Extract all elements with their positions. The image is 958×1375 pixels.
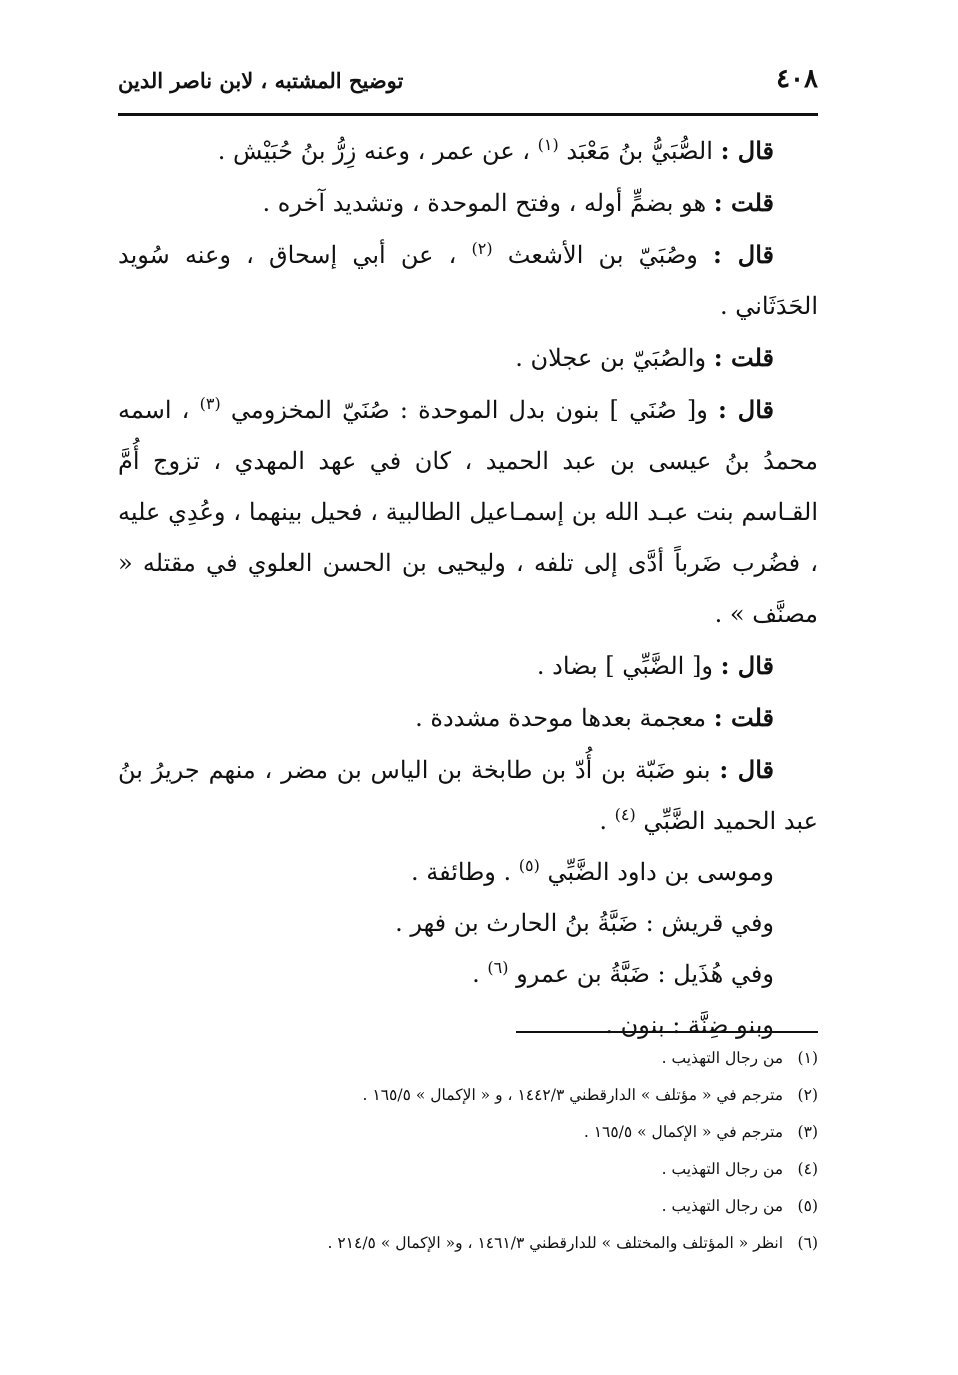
- paragraph-text: .: [599, 807, 607, 835]
- paragraph-label: قال :: [719, 755, 774, 784]
- paragraph-8: [118, 744, 818, 847]
- paragraph-text: و[ الضَّبِّي ] بضاد .: [536, 652, 713, 680]
- footnote-text: انظر « المؤتلف والمختلف » للدارقطني ١٤٦١/٣ ، و« الإكمال » ٢١٤/٥ .: [327, 1234, 784, 1252]
- paragraph-text: وفي هُذَيل : ضَبَّةُ بن عمرو: [516, 960, 774, 988]
- paragraph-4: [118, 332, 818, 384]
- paragraph-text: معجمة بعدها موحدة مشددة .: [415, 704, 707, 732]
- footnote-number: (٢): [797, 1086, 818, 1104]
- footnote: [180, 1225, 818, 1262]
- paragraph-3: [118, 229, 818, 332]
- paragraph-text: وفي قريش : ضَبَّةُ بنُ الحارث بن فهر .: [395, 909, 774, 937]
- paragraph-2: [118, 177, 818, 229]
- paragraph-label: قلت :: [713, 188, 774, 217]
- footnote: [180, 1114, 818, 1151]
- footnote-text: مترجم في « مؤتلف » الدارقطني ١٤٤٢/٣ ، و « الإكمال » ١٦٥/٥ .: [362, 1086, 784, 1104]
- paragraph-text: بنو ضَبّة بن أُدّ بن طابخة بن الياس بن مضر ، منهم جريرُ بنُ عبد الحميد الضَّبِّي: [118, 756, 818, 835]
- paragraph-text: .: [472, 960, 480, 988]
- footnote: [180, 1188, 818, 1225]
- footnote-number: (٥): [797, 1197, 818, 1215]
- paragraph-label: قلت :: [713, 703, 774, 732]
- paragraph-text: وموسى بن داود الضَّبِّي: [547, 858, 774, 886]
- paragraph-9: [118, 847, 818, 898]
- paragraph-1: [118, 125, 818, 177]
- footnote-mark: (٢): [471, 239, 493, 258]
- paragraph-text: هو بضمٍّ أوله ، وفتح الموحدة ، وتشديد آخره .: [262, 189, 707, 217]
- paragraph-text: ، عن عمر ، وعنه زِرُّ بنُ حُبَيْش .: [217, 137, 531, 165]
- footnote-text: من رجال التهذيب .: [661, 1049, 784, 1067]
- footnote-text: من رجال التهذيب .: [661, 1160, 784, 1178]
- header-rule: [118, 113, 818, 116]
- footnote-rule: [516, 1031, 818, 1033]
- footnote-number: (١): [797, 1049, 818, 1067]
- footnote-number: (٣): [797, 1123, 818, 1141]
- paragraph-text: و[ صُنَي ] بنون بدل الموحدة : صُنَيّ المخزومي: [230, 396, 708, 424]
- paragraph-label: قال :: [718, 395, 774, 424]
- paragraph-11: [118, 949, 818, 1000]
- footnote-text: مترجم في « الإكمال » ١٦٥/٥ .: [583, 1123, 784, 1141]
- paragraph-text: وبنو ضِنَّة : بنون .: [605, 1011, 774, 1039]
- running-header: [118, 58, 818, 106]
- footnote-text: من رجال التهذيب .: [661, 1197, 784, 1215]
- paragraph-text: ، اسمه محمدُ بنُ عيسى بن عبد الحميد ، كان في عهد المهدي ، تزوج أُمَّ القـاسم بنت عبـد الله بن إسمـاعيل الطالبية ، فحيل بينهما ، وعُدِي عليه ، فضُرب ضَرباً أدَّى إلى تلفه ، وليحيى بن الحسن العلوي في مقتله « مصنَّف » .: [118, 396, 818, 628]
- footnote-mark: (١): [537, 135, 559, 154]
- page-number: ٤٠٨: [776, 64, 818, 94]
- footnote-mark: (٥): [518, 856, 540, 875]
- footnote-number: (٤): [797, 1160, 818, 1178]
- paragraph-10: [118, 898, 818, 949]
- paragraph-7: [118, 692, 818, 744]
- footnote-mark: (٤): [614, 805, 636, 824]
- paragraph-5: [118, 384, 818, 640]
- paragraph-label: قال :: [720, 136, 774, 165]
- paragraph-text: وصُبَيّ بن الأشعث: [507, 241, 698, 269]
- paragraph-text: الصُّبَيُّ بنُ مَعْبَد: [566, 137, 713, 165]
- book-title: توضيح المشتبه ، لابن ناصر الدين: [118, 68, 404, 93]
- footnote-number: (٦): [797, 1234, 818, 1252]
- paragraph-label: قلت :: [713, 343, 774, 372]
- paragraph-label: قال :: [713, 240, 774, 269]
- footnote: [180, 1077, 818, 1114]
- footnote: [180, 1151, 818, 1188]
- paragraph-6: [118, 640, 818, 692]
- footnotes: [180, 1040, 818, 1262]
- footnote-mark: (٣): [199, 394, 221, 413]
- paragraph-text: والصُبَيّ بن عجلان .: [515, 344, 707, 372]
- paragraph-text: ، عن أبي إسحاق ، وعنه سُويد الحَدَثَاني .: [118, 241, 818, 320]
- paragraph-text: . وطائفة .: [410, 858, 512, 886]
- paragraph-label: قال :: [720, 651, 774, 680]
- footnote-mark: (٦): [487, 958, 509, 977]
- main-text: [118, 125, 818, 1051]
- footnote: [180, 1040, 818, 1077]
